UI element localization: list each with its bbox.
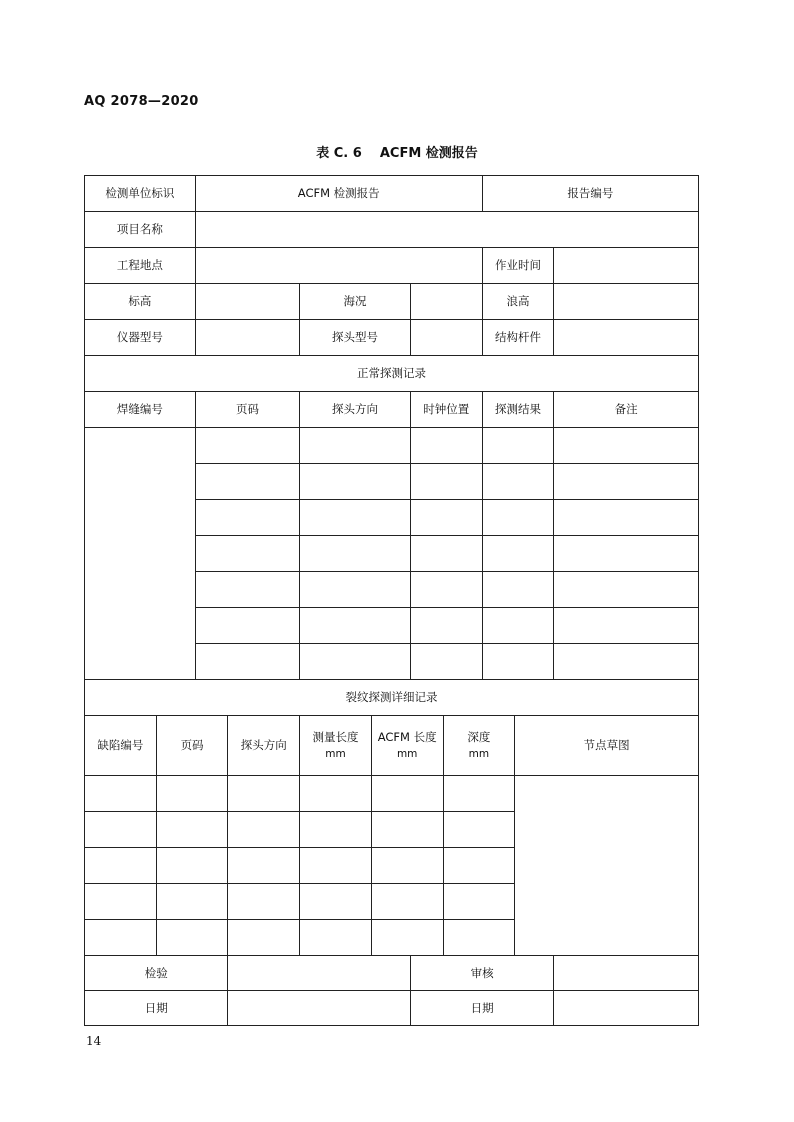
normal-col-result: 探测结果 (482, 392, 554, 428)
normal-cell[interactable] (410, 608, 482, 644)
crack-cell[interactable] (228, 812, 300, 848)
crack-cell[interactable] (85, 884, 157, 920)
crack-cell[interactable] (300, 920, 372, 956)
crack-cell[interactable] (371, 884, 443, 920)
crack-col-defect-no: 缺陷编号 (85, 716, 157, 776)
review-value[interactable] (554, 956, 699, 991)
normal-col-remarks: 备注 (554, 392, 699, 428)
normal-section-title: 正常探测记录 (85, 356, 699, 392)
normal-cell[interactable] (300, 608, 411, 644)
instrument-model-value[interactable] (195, 320, 299, 356)
normal-cell[interactable] (482, 644, 554, 680)
depth-unit: mm (468, 747, 490, 760)
crack-cell[interactable] (156, 884, 228, 920)
normal-col-clock-position: 时钟位置 (410, 392, 482, 428)
standard-code: AQ 2078—2020 (84, 94, 199, 109)
normal-cell[interactable] (554, 608, 699, 644)
crack-cell[interactable] (443, 920, 515, 956)
normal-cell[interactable] (482, 464, 554, 500)
crack-cell[interactable] (228, 848, 300, 884)
crack-col-page: 页码 (156, 716, 228, 776)
crack-cell[interactable] (443, 848, 515, 884)
normal-col-weld-no: 焊缝编号 (85, 392, 196, 428)
crack-cell[interactable] (156, 812, 228, 848)
normal-cell[interactable] (410, 428, 482, 464)
structure-member-label: 结构杆件 (482, 320, 554, 356)
normal-cell[interactable] (554, 428, 699, 464)
site-value[interactable] (195, 248, 482, 284)
crack-cell[interactable] (85, 848, 157, 884)
crack-cell[interactable] (300, 848, 372, 884)
normal-cell[interactable] (554, 536, 699, 572)
normal-cell[interactable] (195, 428, 299, 464)
normal-cell[interactable] (300, 572, 411, 608)
normal-cell[interactable] (554, 500, 699, 536)
normal-col-page: 页码 (195, 392, 299, 428)
acfm-length-label: ACFM 长度 (377, 730, 437, 745)
normal-cell[interactable] (300, 464, 411, 500)
crack-cell[interactable] (156, 776, 228, 812)
normal-cell[interactable] (482, 572, 554, 608)
normal-cell[interactable] (410, 572, 482, 608)
crack-cell[interactable] (228, 884, 300, 920)
work-time-label: 作业时间 (482, 248, 554, 284)
elevation-value[interactable] (195, 284, 299, 320)
structure-member-value[interactable] (554, 320, 699, 356)
inspect-date-value[interactable] (228, 991, 411, 1026)
depth-label: 深度 (467, 730, 491, 745)
normal-cell[interactable] (300, 500, 411, 536)
project-name-label: 项目名称 (85, 212, 196, 248)
normal-cell[interactable] (195, 500, 299, 536)
acfm-report-form (84, 175, 699, 1026)
crack-cell[interactable] (443, 884, 515, 920)
crack-cell[interactable] (228, 776, 300, 812)
crack-cell[interactable] (371, 920, 443, 956)
crack-cell[interactable] (371, 776, 443, 812)
page-number: 14 (86, 1034, 102, 1048)
normal-cell[interactable] (554, 572, 699, 608)
normal-cell[interactable] (554, 644, 699, 680)
normal-col-probe-direction: 探头方向 (300, 392, 411, 428)
detection-unit-label: 检测单位标识 (85, 176, 196, 212)
site-label: 工程地点 (85, 248, 196, 284)
review-date-label: 日期 (410, 991, 553, 1026)
normal-cell[interactable] (482, 608, 554, 644)
inspect-value[interactable] (228, 956, 411, 991)
report-name: ACFM 检测报告 (195, 176, 482, 212)
report-number-label: 报告编号 (482, 176, 698, 212)
crack-cell[interactable] (443, 776, 515, 812)
review-label: 审核 (410, 956, 553, 991)
normal-cell[interactable] (410, 644, 482, 680)
normal-cell[interactable] (300, 428, 411, 464)
normal-cell[interactable] (300, 644, 411, 680)
crack-col-node-sketch: 节点草图 (515, 716, 699, 776)
normal-cell[interactable] (300, 536, 411, 572)
crack-col-probe-direction: 探头方向 (228, 716, 300, 776)
table-title: 表 C. 6 ACFM 检测报告 (316, 146, 478, 161)
crack-cell[interactable] (300, 776, 372, 812)
acfm-length-unit: mm (396, 747, 418, 760)
sea-condition-value[interactable] (410, 284, 482, 320)
normal-cell[interactable] (482, 428, 554, 464)
normal-cell[interactable] (195, 644, 299, 680)
probe-model-label: 探头型号 (300, 320, 411, 356)
crack-cell[interactable] (228, 920, 300, 956)
normal-cell[interactable] (410, 500, 482, 536)
crack-cell[interactable] (85, 920, 157, 956)
crack-cell[interactable] (156, 848, 228, 884)
normal-cell[interactable] (195, 536, 299, 572)
weld-no-cell[interactable] (85, 428, 196, 680)
normal-cell[interactable] (195, 608, 299, 644)
crack-cell[interactable] (85, 776, 157, 812)
normal-cell[interactable] (410, 536, 482, 572)
elevation-label: 标高 (85, 284, 196, 320)
wave-height-label: 浪高 (482, 284, 554, 320)
measured-length-unit: mm (325, 747, 346, 760)
crack-col-depth (443, 716, 515, 776)
normal-cell[interactable] (554, 464, 699, 500)
instrument-model-label: 仪器型号 (85, 320, 196, 356)
measured-length-label: 测量长度 (312, 730, 359, 745)
review-date-value[interactable] (554, 991, 699, 1026)
work-time-value[interactable] (554, 248, 699, 284)
crack-cell[interactable] (443, 812, 515, 848)
node-sketch-area[interactable] (515, 776, 699, 956)
wave-height-value[interactable] (554, 284, 699, 320)
crack-cell[interactable] (371, 848, 443, 884)
inspect-date-label: 日期 (85, 991, 228, 1026)
normal-cell[interactable] (482, 500, 554, 536)
inspect-label: 检验 (85, 956, 228, 991)
normal-cell[interactable] (410, 464, 482, 500)
crack-cell[interactable] (85, 812, 157, 848)
sea-condition-label: 海况 (300, 284, 411, 320)
normal-cell[interactable] (482, 536, 554, 572)
normal-cell[interactable] (195, 572, 299, 608)
normal-cell[interactable] (195, 464, 299, 500)
crack-cell[interactable] (371, 812, 443, 848)
probe-model-value[interactable] (410, 320, 482, 356)
crack-cell[interactable] (300, 884, 372, 920)
crack-col-acfm-length (371, 716, 443, 776)
crack-cell[interactable] (300, 812, 372, 848)
crack-col-measured-length (300, 716, 372, 776)
crack-cell[interactable] (156, 920, 228, 956)
project-name-value[interactable] (195, 212, 698, 248)
crack-section-title: 裂纹探测详细记录 (85, 680, 699, 716)
